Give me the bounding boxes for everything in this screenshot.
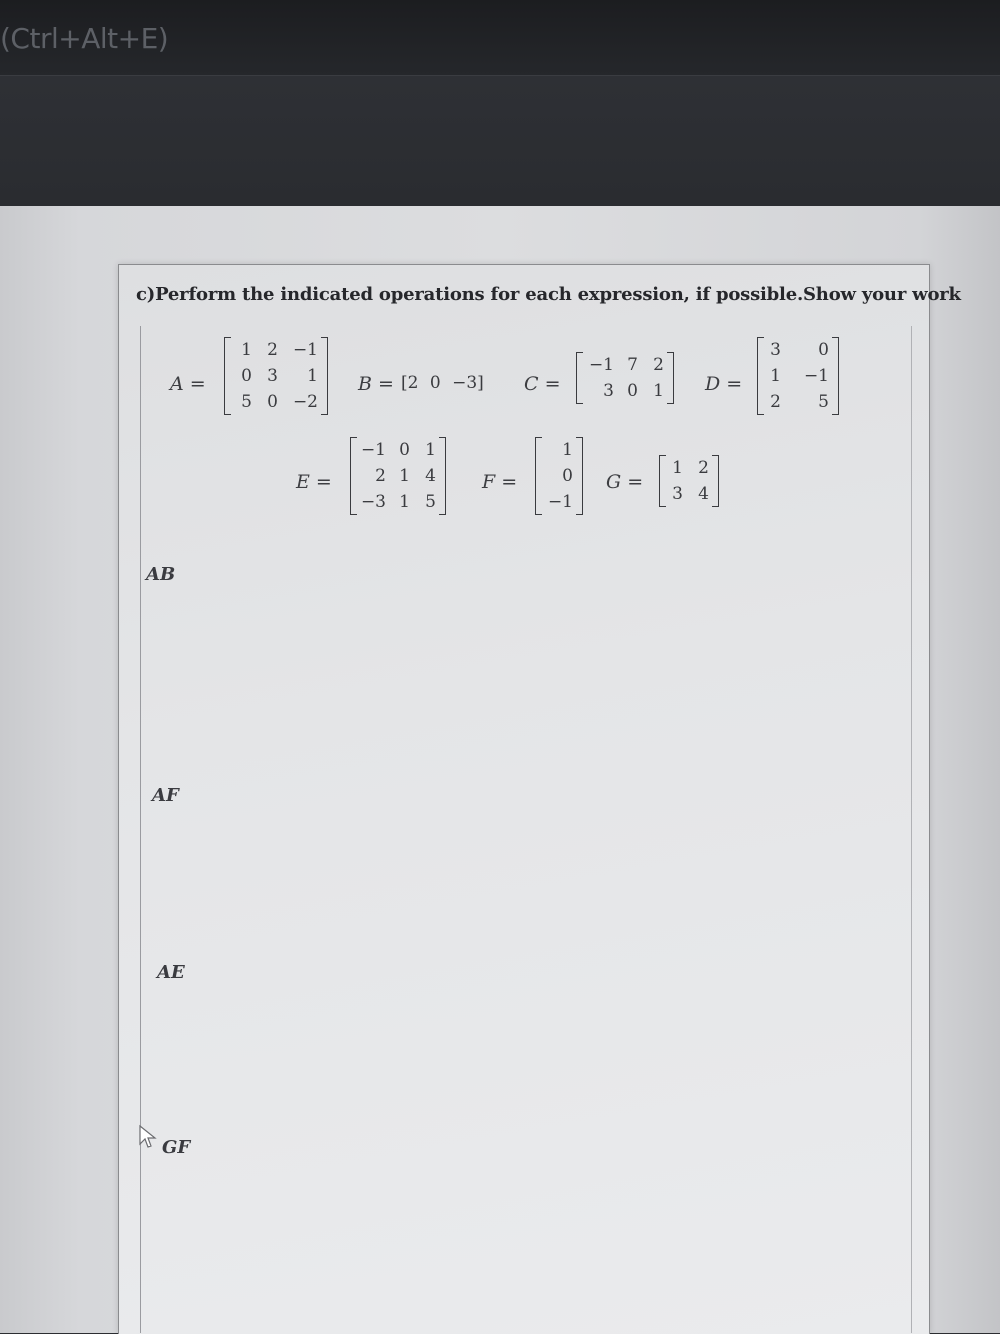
- matrix-e-cell: 5: [425, 492, 436, 512]
- matrix-f: [535, 437, 583, 515]
- matrix-g-label: G =: [606, 471, 644, 493]
- matrix-e-cell: −1: [360, 440, 386, 460]
- matrix-e-label: E =: [296, 471, 332, 493]
- matrix-a-cell: 5: [241, 392, 252, 412]
- matrix-g-cell: 1: [672, 458, 683, 478]
- matrix-d-cell: 3: [770, 340, 781, 360]
- matrix-c-cell: 0: [627, 381, 638, 401]
- matrix-g-cell: 3: [672, 484, 683, 504]
- matrix-d-cell: 1: [770, 366, 781, 386]
- matrix-c: [576, 352, 674, 404]
- matrix-c-cell: −1: [588, 355, 614, 375]
- matrix-e-cell: 4: [425, 466, 436, 486]
- matrix-d-cell: 0: [818, 340, 829, 360]
- matrix-a-cell: 1: [307, 366, 318, 386]
- question-ae: AE: [157, 962, 185, 983]
- question-gf: GF: [162, 1137, 191, 1158]
- matrix-e-cell: 1: [399, 466, 410, 486]
- matrix-e-cell: −3: [360, 492, 386, 512]
- matrix-g-cell: 4: [698, 484, 709, 504]
- matrix-a-label: A =: [170, 373, 206, 395]
- matrix-a-cell: 1: [241, 340, 252, 360]
- matrix-g: [659, 455, 719, 507]
- app-toolbar: [0, 0, 1000, 76]
- question-ab: AB: [146, 564, 176, 585]
- matrix-e-cell: 0: [399, 440, 410, 460]
- matrix-f-cell: −1: [547, 492, 573, 512]
- question-af: AF: [152, 785, 179, 806]
- matrix-c-cell: 3: [603, 381, 614, 401]
- matrix-e-cell: 1: [425, 440, 436, 460]
- matrix-f-label: F =: [482, 471, 518, 493]
- matrix-e-cell: 2: [375, 466, 386, 486]
- matrix-d-cell: −1: [803, 366, 829, 386]
- answer-area: [140, 326, 912, 1333]
- matrix-e-cell: 1: [399, 492, 410, 512]
- matrix-a: [224, 337, 328, 415]
- matrix-c-label: C =: [524, 373, 561, 395]
- mouse-pointer-icon: [138, 1124, 158, 1150]
- matrix-d: [757, 337, 839, 415]
- matrix-a-cell: −1: [292, 340, 318, 360]
- matrix-g-cell: 2: [698, 458, 709, 478]
- matrix-a-cell: −2: [292, 392, 318, 412]
- file-tab-bar: [0, 76, 1000, 206]
- matrix-c-cell: 2: [653, 355, 664, 375]
- instruction-text: c)Perform the indicated operations for each expression, if possible.Show your work: [136, 284, 961, 305]
- shortcut-hint: (Ctrl+Alt+E): [0, 22, 169, 55]
- matrix-b: [2 0 −3]: [401, 373, 484, 393]
- matrix-e: [350, 437, 446, 515]
- matrix-d-label: D =: [705, 373, 743, 395]
- matrix-c-cell: 7: [627, 355, 638, 375]
- matrix-a-cell: 3: [267, 366, 278, 386]
- matrix-a-cell: 2: [267, 340, 278, 360]
- matrix-f-cell: 0: [562, 466, 573, 486]
- matrix-f-cell: 1: [562, 440, 573, 460]
- matrix-b-label: B =: [358, 373, 394, 395]
- matrix-a-cell: 0: [267, 392, 278, 412]
- matrix-c-cell: 1: [653, 381, 664, 401]
- matrix-a-cell: 0: [241, 366, 252, 386]
- matrix-d-cell: 5: [818, 392, 829, 412]
- matrix-d-cell: 2: [770, 392, 781, 412]
